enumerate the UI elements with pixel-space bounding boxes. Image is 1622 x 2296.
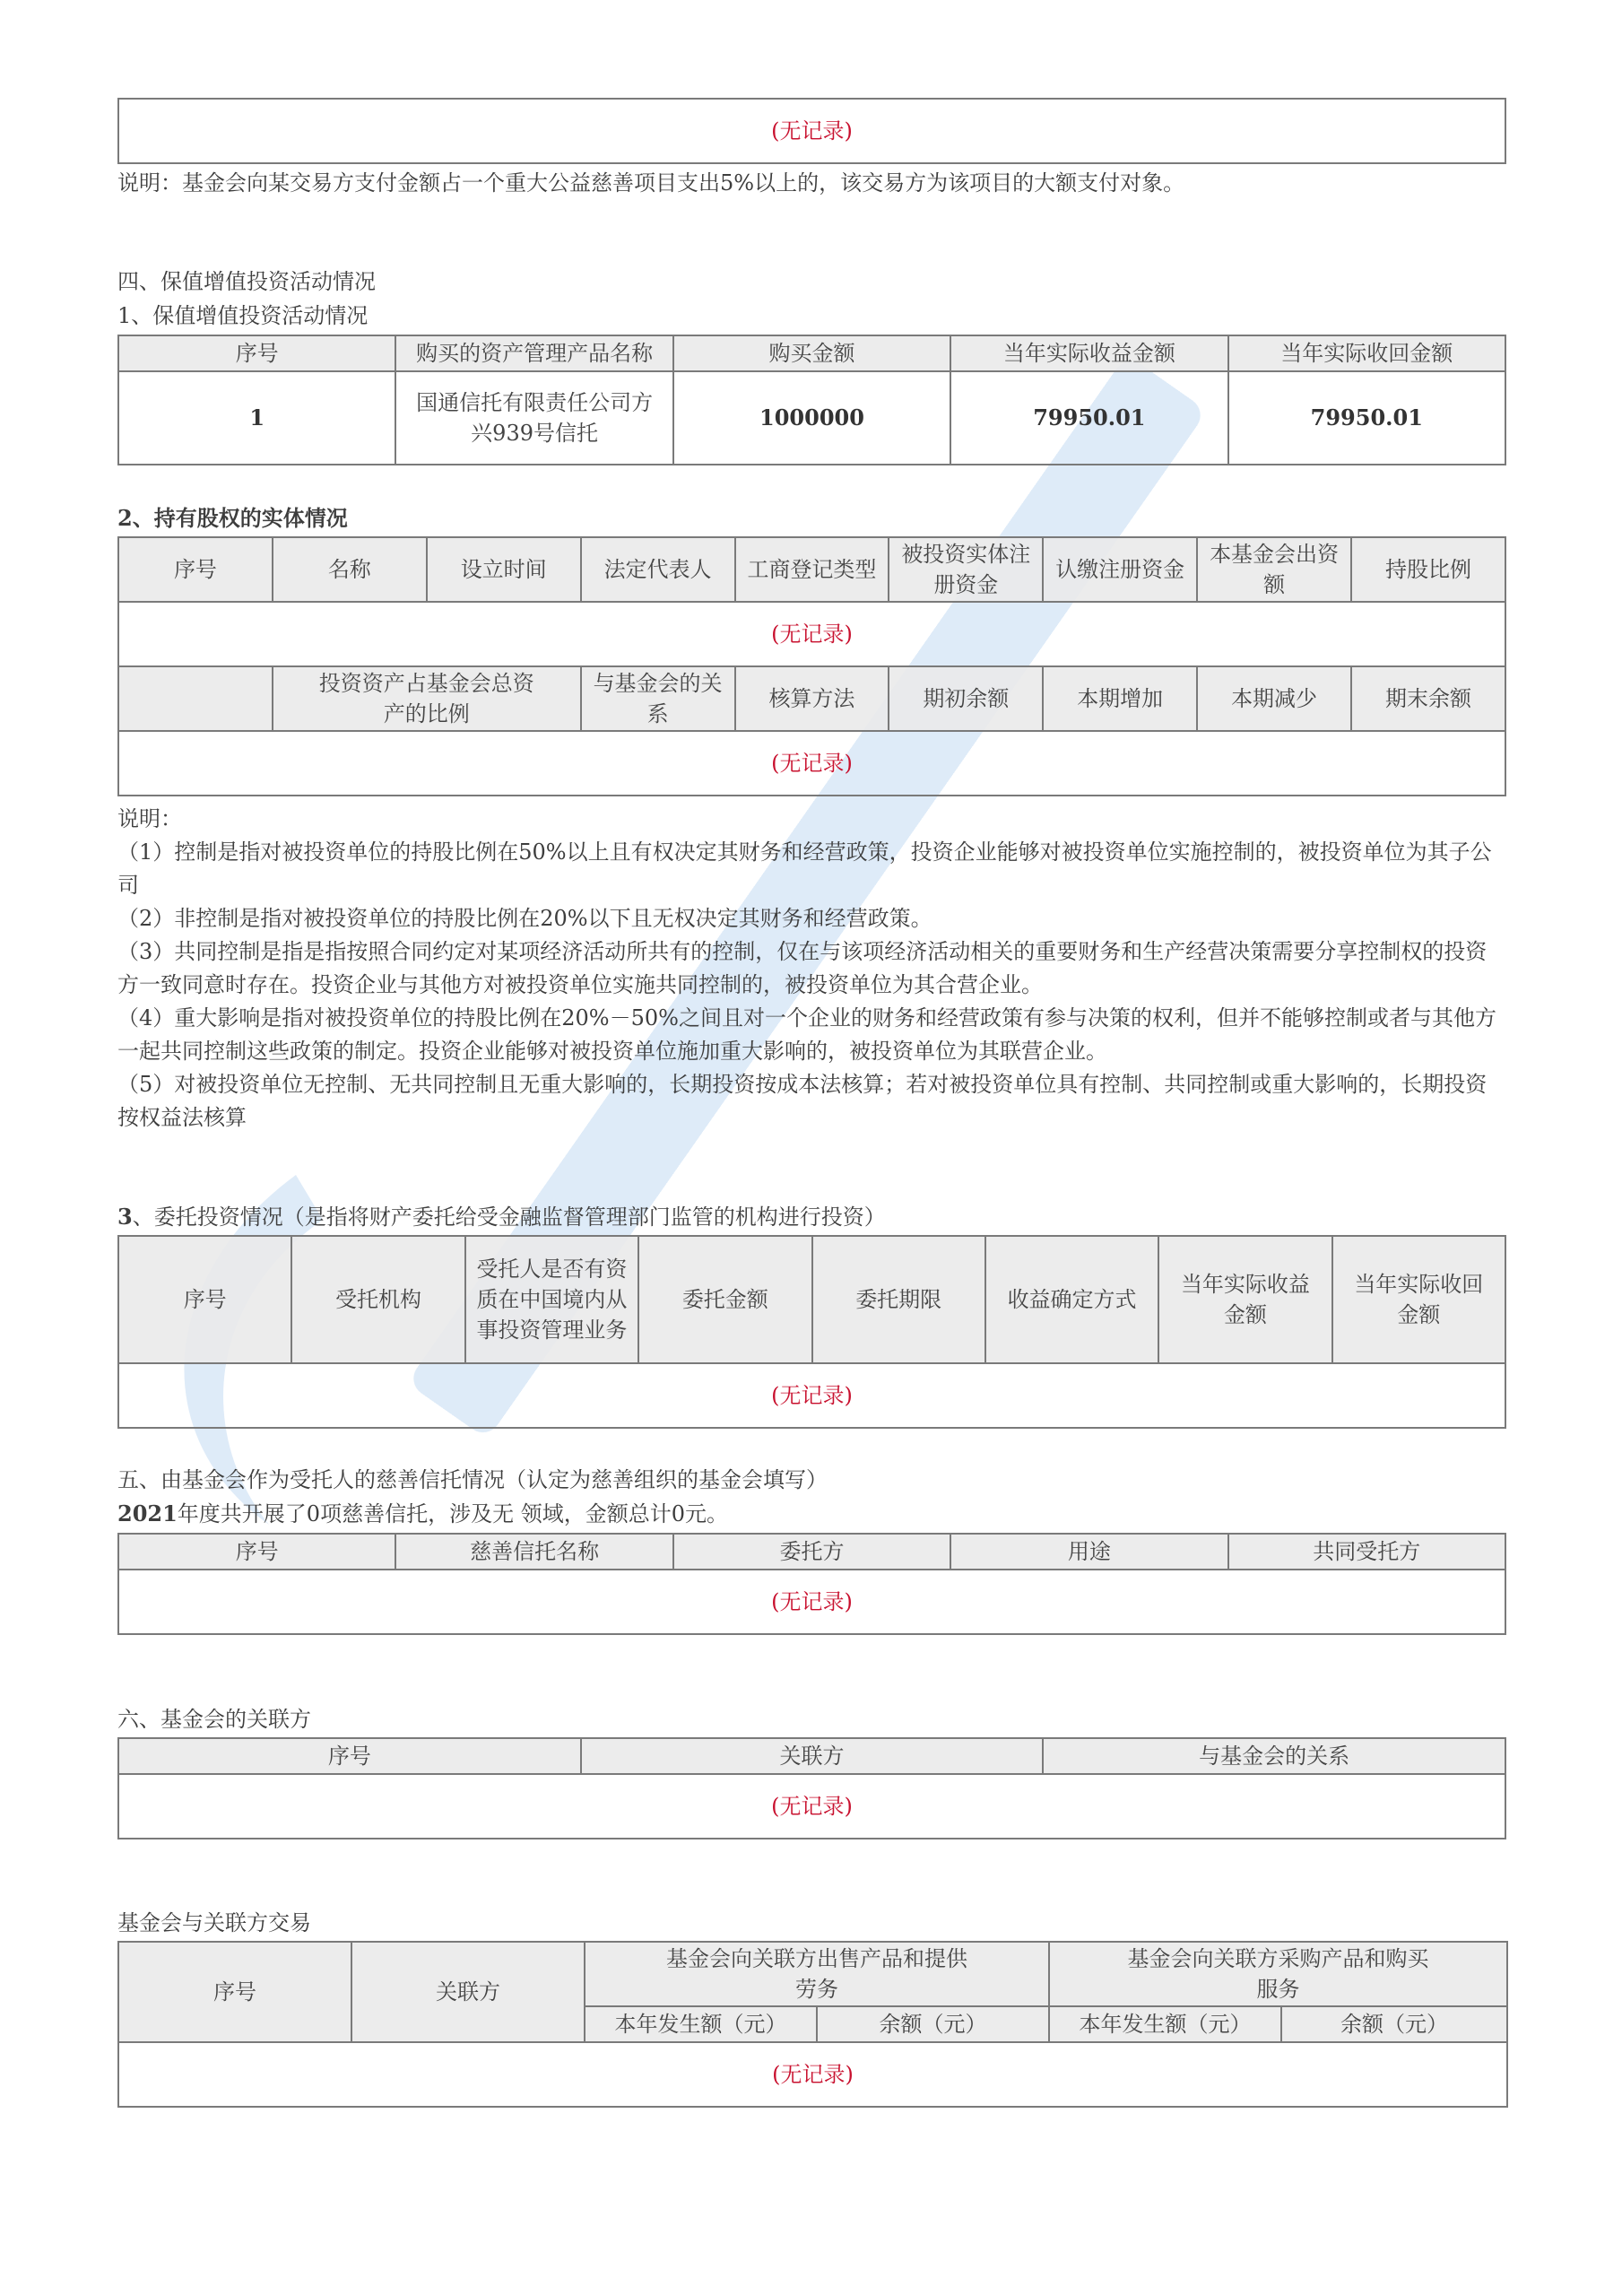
col-header: 本期减少 <box>1197 666 1351 731</box>
col-header: 购买的资产管理产品名称 <box>395 335 672 371</box>
table-header-row <box>118 335 1505 371</box>
section4-sub3-title-text: 、委托投资情况（是指将财产委托给受金融监督管理部门监管的机构进行投资） <box>132 1205 886 1230</box>
col-header: 认缴注册资金 <box>1043 537 1197 602</box>
col-header: 收益确定方式 <box>985 1236 1158 1363</box>
entrusted-investment-table <box>117 1235 1506 1429</box>
col-header: 当年实际收回金额 <box>1228 335 1505 371</box>
section4-title: 四、保值增值投资活动情况 <box>117 269 376 294</box>
col-header: 序号 <box>118 1236 291 1363</box>
col-header: 共同受托方 <box>1228 1534 1505 1570</box>
col-header: 委托方 <box>673 1534 950 1570</box>
table-header-row <box>118 1236 1505 1363</box>
col-header: 与基金会的关系 <box>1043 1738 1505 1774</box>
col-header: 核算方法 <box>735 666 889 731</box>
note-5: （5）对被投资单位无控制、无共同控制且无重大影响的，长期投资按成本法核算；若对被投资单位具有控制、共同控制或重大影响的，长期投资按权益法核算 <box>117 1072 1488 1130</box>
col-header: 期初余额 <box>889 666 1043 731</box>
notes-title: 说明： <box>117 806 182 831</box>
col-header: 余额（元） <box>1281 2006 1507 2042</box>
no-record: (无记录) <box>118 731 1505 796</box>
col-header: 序号 <box>118 1738 581 1774</box>
section5-title: 五、由基金会作为受托人的慈善信托情况（认定为慈善组织的基金会填写） <box>117 1467 828 1492</box>
col-header: 关联方 <box>581 1738 1044 1774</box>
col-header: 被投资实体注册资金 <box>889 537 1043 602</box>
col-header: 工商登记类型 <box>735 537 889 602</box>
col-header <box>118 666 273 731</box>
col-header: 用途 <box>950 1534 1227 1570</box>
cell-amount: 1000000 <box>673 371 950 465</box>
summary-text: 年度共开展了0项慈善信托，涉及无 领域，金额总计0元。 <box>177 1501 728 1526</box>
note-2: （2）非控制是指对被投资单位的持股比例在20%以下且无权决定其财务和经营政策。 <box>117 906 932 931</box>
col-header: 当年实际收益金额 <box>1158 1236 1331 1363</box>
related-party-transaction-table <box>117 1941 1508 2108</box>
note-1: （1）控制是指对被投资单位的持股比例在50%以上且有权决定其财务和经营政策，投资企业能够对被投资单位实施控制的，被投资单位为其子公司 <box>117 839 1492 898</box>
col-header: 期末余额 <box>1351 666 1505 731</box>
col-header: 当年实际收回金额 <box>1332 1236 1505 1363</box>
no-record: (无记录) <box>118 602 1505 666</box>
col-header: 法定代表人 <box>581 537 735 602</box>
col-header: 序号 <box>118 1534 395 1570</box>
table-header-row <box>118 1942 1507 2006</box>
col-header: 受托人是否有资质在中国境内从事投资管理业务 <box>465 1236 638 1363</box>
col-header: 序号 <box>118 537 273 602</box>
col-header: 余额（元） <box>817 2006 1049 2042</box>
charity-trust-table <box>117 1533 1506 1635</box>
cell-recovered: 79950.01 <box>1228 371 1505 465</box>
section4-sub2-title: 2、持有股权的实体情况 <box>117 505 348 531</box>
section5-summary <box>117 1498 1506 1530</box>
col-header: 慈善信托名称 <box>395 1534 672 1570</box>
related-tx-title: 基金会与关联方交易 <box>117 1910 311 1935</box>
col-header: 受托机构 <box>291 1236 464 1363</box>
related-party-table <box>117 1737 1506 1839</box>
no-record: (无记录) <box>118 99 1505 163</box>
col-header: 关联方 <box>351 1942 585 2042</box>
large-payment-note: 说明：基金会向某交易方支付金额占一个重大公益慈善项目支出5%以上的，该交易方为该项目的大额支付对象。 <box>117 170 1185 196</box>
col-header-group: 基金会向关联方采购产品和购买服务 <box>1049 1942 1507 2006</box>
section6-title: 六、基金会的关联方 <box>117 1707 311 1732</box>
note-3: （3）共同控制是指是指按照合同约定对某项经济活动所共有的控制，仅在与该项经济活动相关的重要财务和生产经营决策需要分享控制权的投资方一致同意时存在。投资企业与其他方对被投资单位实施共同控制的，被投资单位为其合营企业。 <box>117 939 1488 997</box>
cell-income: 79950.01 <box>950 371 1227 465</box>
col-header: 本基金会出资额 <box>1197 537 1351 602</box>
table-header-row <box>118 1738 1505 1774</box>
col-header: 设立时间 <box>427 537 581 602</box>
table-header-row <box>118 537 1505 602</box>
cell-product: 国通信托有限责任公司方兴939号信托 <box>395 371 672 465</box>
section4-sub1-title: 1、保值增值投资活动情况 <box>117 303 369 328</box>
col-header: 委托金额 <box>638 1236 811 1363</box>
col-header: 序号 <box>118 335 395 371</box>
col-header: 投资资产占基金会总资产的比例 <box>273 666 581 731</box>
equity-entity-table <box>117 536 1506 796</box>
col-header: 购买金额 <box>673 335 950 371</box>
table-header-row <box>118 1534 1505 1570</box>
col-header: 本年发生额（元） <box>585 2006 817 2042</box>
no-record: (无记录) <box>118 2042 1507 2107</box>
no-record: (无记录) <box>118 1570 1505 1634</box>
investment-activity-table <box>117 335 1506 465</box>
col-header-group: 基金会向关联方出售产品和提供劳务 <box>585 1942 1049 2006</box>
col-header: 本年发生额（元） <box>1049 2006 1281 2042</box>
col-header: 当年实际收益金额 <box>950 335 1227 371</box>
table-header-row <box>118 666 1505 731</box>
col-header: 与基金会的关系 <box>581 666 735 731</box>
note-4: （4）重大影响是指对被投资单位的持股比例在20%－50%之间且对一个企业的财务和经营政策有参与决策的权利，但并不能够控制或者与其他方一起共同控制这些政策的制定。投资企业能够对被投资单位施加重大影响的，被投资单位为其联营企业。 <box>117 1005 1496 1064</box>
col-header: 本期增加 <box>1043 666 1197 731</box>
cell-no: 1 <box>118 371 395 465</box>
section4-sub3-title: 3、委托投资情况（是指将财产委托给受金融监督管理部门监管的机构进行投资） <box>117 1204 886 1230</box>
col-header: 序号 <box>118 1942 351 2042</box>
large-payment-table <box>117 98 1506 164</box>
col-header: 委托期限 <box>812 1236 985 1363</box>
table-row <box>118 371 1505 465</box>
col-header: 名称 <box>273 537 427 602</box>
summary-year: 2021 <box>117 1500 178 1526</box>
no-record: (无记录) <box>118 1774 1505 1839</box>
col-header: 持股比例 <box>1351 537 1505 602</box>
no-record: (无记录) <box>118 1363 1505 1428</box>
